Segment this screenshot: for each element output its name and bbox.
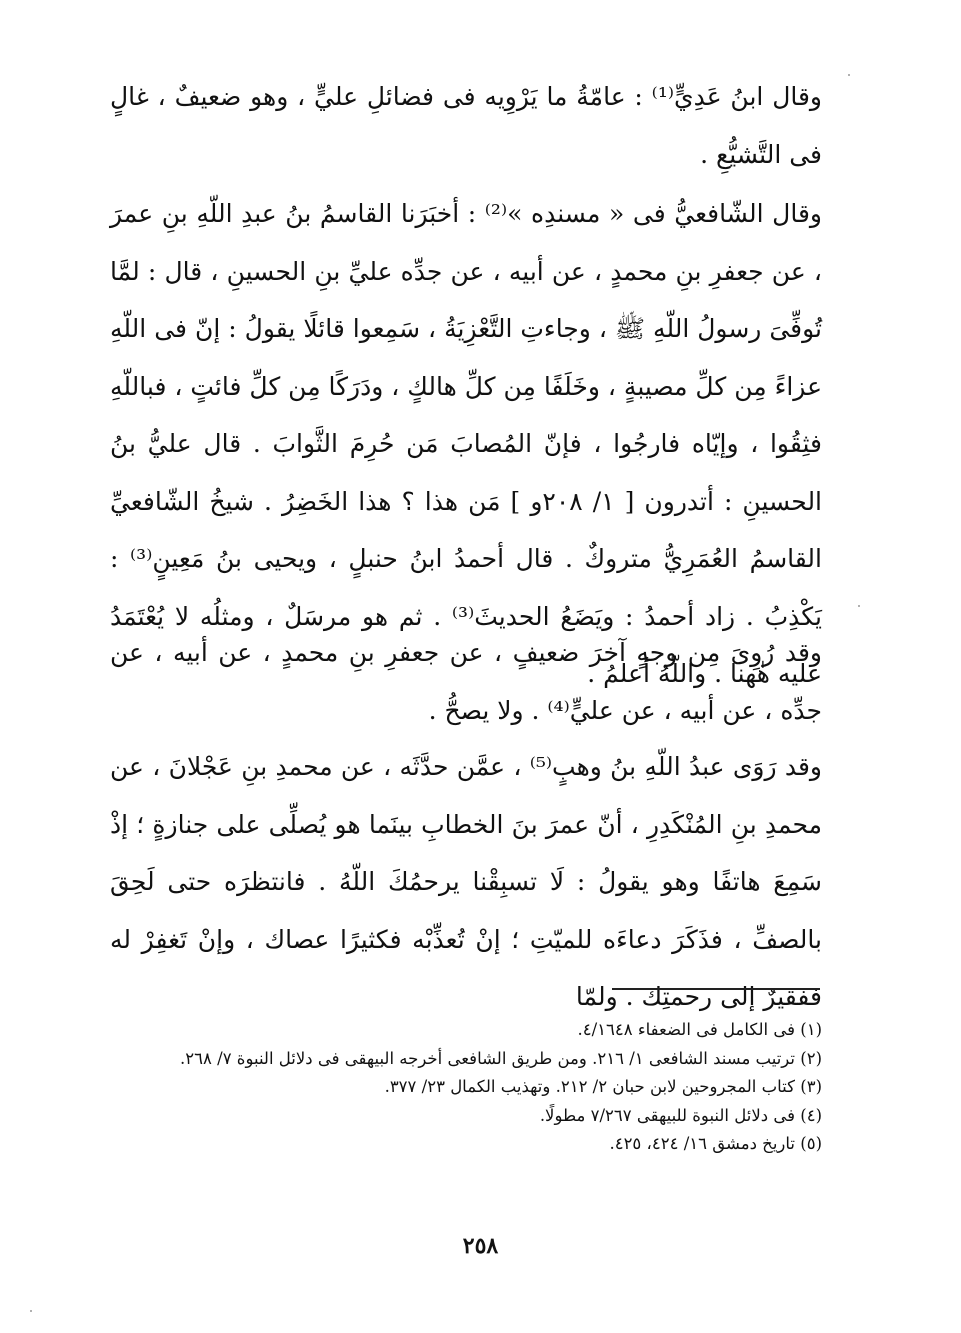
footnote-3: (٣) كتاب المجروحين لابن حبان ٢/ ٢١٢. وتهذيب الكمال ٢٣/ ٣٧٧. [384,1077,822,1096]
footnote-2: (٢) ترتيب مسند الشافعى ١/ ٢١٦. ومن طريق الشافعى أخرجه البيهقى فى دلائل النبوة ٧/ ٢٦٨. [180,1048,822,1068]
paragraph-ibn-wahb: وقد رَوَى عبدُ اللّهِ بنُ وهبٍ⁽⁵⁾ ، عمَّن حدَّثَه ، عن محمدِ بنِ عَجْلانَ ، عن محمدِ بنِ المُنْكَدِرِ ، أنّ عمرَ بنَ الخطابِ بينَما هو يُصلِّى على جنازةٍ ؛ إذْ سَمِعَ هاتفًا وهو يقولُ : لَا تسبِقْنا يرحمُكَ اللّهُ . فانتظرَه حتى لَحِقَ بالصفِّ ، فذَكَرَ دعاءَه للميّتِ ؛ إنْ تُعذِّبْه فكثيرًا عصاك ، وإنْ تَغفِرْ له ففقيرٌ إلى رحمتِك . ولمّا [110,752,822,1011]
paragraph-other-chain: وقد رُوِىَ مِن وجهٍ آخرَ ضعيفٍ ، عن جعفرِ بنِ محمدٍ ، عن أبيه ، عن جدِّه ، عن أبيه ، عن عليٍّ⁽⁴⁾ . ولا يصحُّ . [110,638,822,725]
page-number: ٢٥٨ [462,1233,499,1259]
scan-speck [848,74,850,76]
footnote-4: (٤) فى دلائل النبوة للبيهقى ٧/٢٦٧ مطولًا. [539,1105,822,1125]
footnote-1: (١) فى الكامل فى الضعفاء ٤/١٦٤٨. [577,1020,822,1039]
paragraph-shafii-musnad: وقال الشّافعيُّ فى « مسندِه »⁽²⁾ : أخبَرَنا القاسمُ بنُ عبدِ اللّهِ بنِ عمرَ ، عن جعفرِ بنِ محمدٍ ، عن أبيه ، عن جدِّه عليِّ بنِ الحسينِ ، قال : لمَّا تُوفِّىَ رسولُ اللّهِ ﷺ ، وجاءتِ التَّعْزِيَةُ ، سَمِعوا قائلًا يقولُ : إنّ فى اللّهِ عزاءً مِن كلِّ مصيبةٍ ، وخَلَفًا مِن كلِّ هالكٍ ، ودَرَكًا مِن كلِّ فائتٍ ، فباللّهِ فثِقُوا ، وإيّاه فارجُوا ، فإنّ المُصابَ مَن حُرِمَ الثَّوابَ . قال عليُّ بنُ الحسينِ : أتدرون [ ١/ ٢٠٨و ] مَن هذا ؟ هذا الخَضِرُ . شيخُ الشّافعيِّ القاسمُ العُمَرِيُّ متروكٌ . قال أحمدُ ابنُ حنبلٍ ، ويحيى بنُ مَعِينٍ⁽³⁾ : يَكْذِبُ . زاد أحمدُ : ويَضَعُ الحديثَ⁽³⁾ . ثم هو مرسَلٌ ، ومثلُه لا يُعْتَمَدُ عليه هٰهنا . واللّهُ أعلمُ . [110,199,823,688]
footnote-separator [612,988,820,990]
footnote-5: (٥) تاريخ دمشق ١٦/ ٤٢٤، ٤٢٥. [609,1134,822,1153]
paragraph-ibn-adi: وقال ابنُ عَدِيٍّ⁽¹⁾ : عامّةُ ما يَرْوِيه فى فضائلِ عليٍّ ، وهو ضعيفٌ ، غالٍ فى التَّشيُّعِ . [110,82,822,169]
scan-speck [30,1310,32,1312]
scan-speck [858,605,860,607]
footnotes-list [110,1016,822,1159]
